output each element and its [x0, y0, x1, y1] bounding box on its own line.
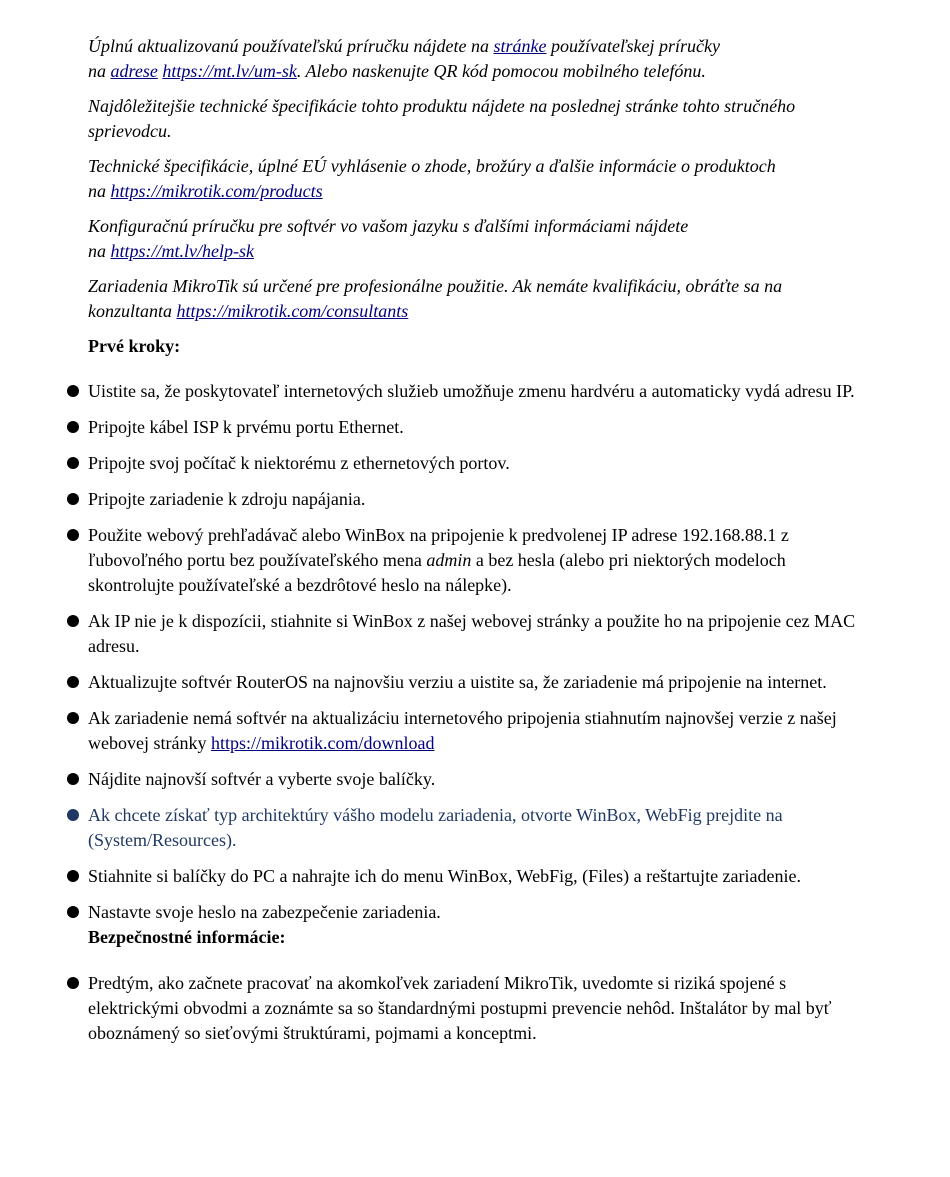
step-text: Ak zariadenie nemá softvér na aktualizáciu internetového pripojenia stiahnutím najnovšej verzie z našej webovej stránky — [88, 708, 837, 753]
step-text: a bez hesla (alebo pri niektorých modeloch skontrolujte používateľské a bezdrôtové heslo na nálepke). — [88, 550, 786, 595]
safety-list — [88, 971, 863, 1046]
intro-text: Úplnú aktualizovanú používateľskú príručku nájdete na — [88, 36, 494, 56]
admin-username: admin — [426, 550, 472, 570]
bullet-icon — [67, 809, 79, 821]
intro-text: Konfiguračnú príručku pre softvér vo vašom jazyku s ďalšími informáciami nájdete — [88, 216, 689, 236]
bullet-icon — [67, 493, 79, 505]
bullet-icon — [67, 529, 79, 541]
first-steps-heading: Prvé kroky: — [88, 336, 181, 356]
list-item — [88, 379, 863, 404]
step-text: Pripojte kábel ISP k prvému portu Ethernet. — [88, 417, 404, 437]
list-item — [88, 803, 863, 853]
intro-paragraph-products — [88, 154, 863, 204]
intro-text: na — [88, 61, 111, 81]
list-item — [88, 971, 863, 1046]
list-item — [88, 415, 863, 440]
list-item — [88, 900, 863, 925]
step-text: Stiahnite si balíčky do PC a nahrajte ich do menu WinBox, WebFig, (Files) a reštartujte zariadenie. — [88, 866, 801, 886]
bullet-icon — [67, 870, 79, 882]
step-text: Použite webový prehľadávač alebo WinBox na pripojenie k predvolenej IP adrese 192.168.88.1 z ľubovoľného portu bez používateľského mena — [88, 525, 789, 570]
step-text: Aktualizujte softvér RouterOS na najnovšiu verziu a uistite sa, že zariadenie má pripojenie na internet. — [88, 672, 827, 692]
intro-paragraph-help — [88, 214, 863, 264]
link-stranke[interactable]: stránke — [493, 36, 547, 56]
safety-text: Predtým, ako začnete pracovať na akomkoľvek zariadení MikroTik, uvedomte si riziká spojené s elektrickými obvodmi a zoznámte sa so štandardnými postupmi prevencie nehôd. Inštalátor by mal byť oboznámený so sieťovými štruktúrami, pojmami a konceptmi. — [88, 973, 832, 1043]
intro-text: Zariadenia MikroTik sú určené pre profesionálne použitie. Ak nemáte kvalifikáciu, obráťte sa na konzultanta — [88, 276, 783, 321]
list-item — [88, 609, 863, 659]
intro-text: používateľskej príručky — [546, 36, 720, 56]
step-text: Uistite sa, že poskytovateľ internetových služieb umožňuje zmenu hardvéru a automaticky vydá adresu IP. — [88, 381, 855, 401]
bullet-icon — [67, 676, 79, 688]
link-products-url[interactable]: https://mikrotik.com/products — [110, 181, 323, 201]
step-text: Nastavte svoje heslo na zabezpečenie zariadenia. — [88, 902, 441, 922]
list-item — [88, 670, 863, 695]
step-text: Pripojte svoj počítač k niektorému z ethernetových portov. — [88, 453, 510, 473]
link-consultants-url[interactable]: https://mikrotik.com/consultants — [176, 301, 409, 321]
bullet-icon — [67, 421, 79, 433]
safety-heading: Bezpečnostné informácie: — [88, 927, 286, 947]
bullet-icon — [67, 615, 79, 627]
list-item — [88, 451, 863, 476]
bullet-icon — [67, 773, 79, 785]
step-text: Pripojte zariadenie k zdroju napájania. — [88, 489, 366, 509]
step-text: Ak chcete získať typ architektúry vášho modelu zariadenia, otvorte WinBox, WebFig prejdite na (System/Resources). — [88, 805, 783, 850]
document-page — [88, 34, 863, 1046]
intro-text: na — [88, 181, 111, 201]
bullet-icon — [67, 385, 79, 397]
list-item — [88, 487, 863, 512]
link-user-manual-url[interactable]: https://mt.lv/um-sk — [162, 61, 297, 81]
bullet-icon — [67, 712, 79, 724]
bullet-icon — [67, 977, 79, 989]
intro-text: Technické špecifikácie, úplné EÚ vyhlásenie o zhode, brožúry a ďalšie informácie o produktoch — [88, 156, 776, 176]
bullet-icon — [67, 906, 79, 918]
list-item — [88, 864, 863, 889]
list-item — [88, 706, 863, 756]
bullet-icon — [67, 457, 79, 469]
intro-paragraph-specs: Najdôležitejšie technické špecifikácie tohto produktu nájdete na poslednej stránke tohto stručného sprievodcu. — [88, 96, 796, 141]
list-item — [88, 767, 863, 792]
intro-text: na — [88, 241, 111, 261]
intro-paragraph-manual — [88, 34, 863, 84]
link-adrese[interactable]: adrese — [110, 61, 158, 81]
intro-text: . Alebo naskenujte QR kód pomocou mobilného telefónu. — [296, 61, 706, 81]
intro-paragraph-consultants — [88, 274, 863, 324]
first-steps-list — [88, 379, 863, 925]
link-download-url[interactable]: https://mikrotik.com/download — [210, 733, 435, 753]
link-help-url[interactable]: https://mt.lv/help-sk — [110, 241, 254, 261]
list-item — [88, 523, 863, 598]
step-text: Ak IP nie je k dispozícii, stiahnite si WinBox z našej webovej stránky a použite ho na pripojenie cez MAC adresu. — [88, 611, 856, 656]
step-text: Nájdite najnovší softvér a vyberte svoje balíčky. — [88, 769, 436, 789]
